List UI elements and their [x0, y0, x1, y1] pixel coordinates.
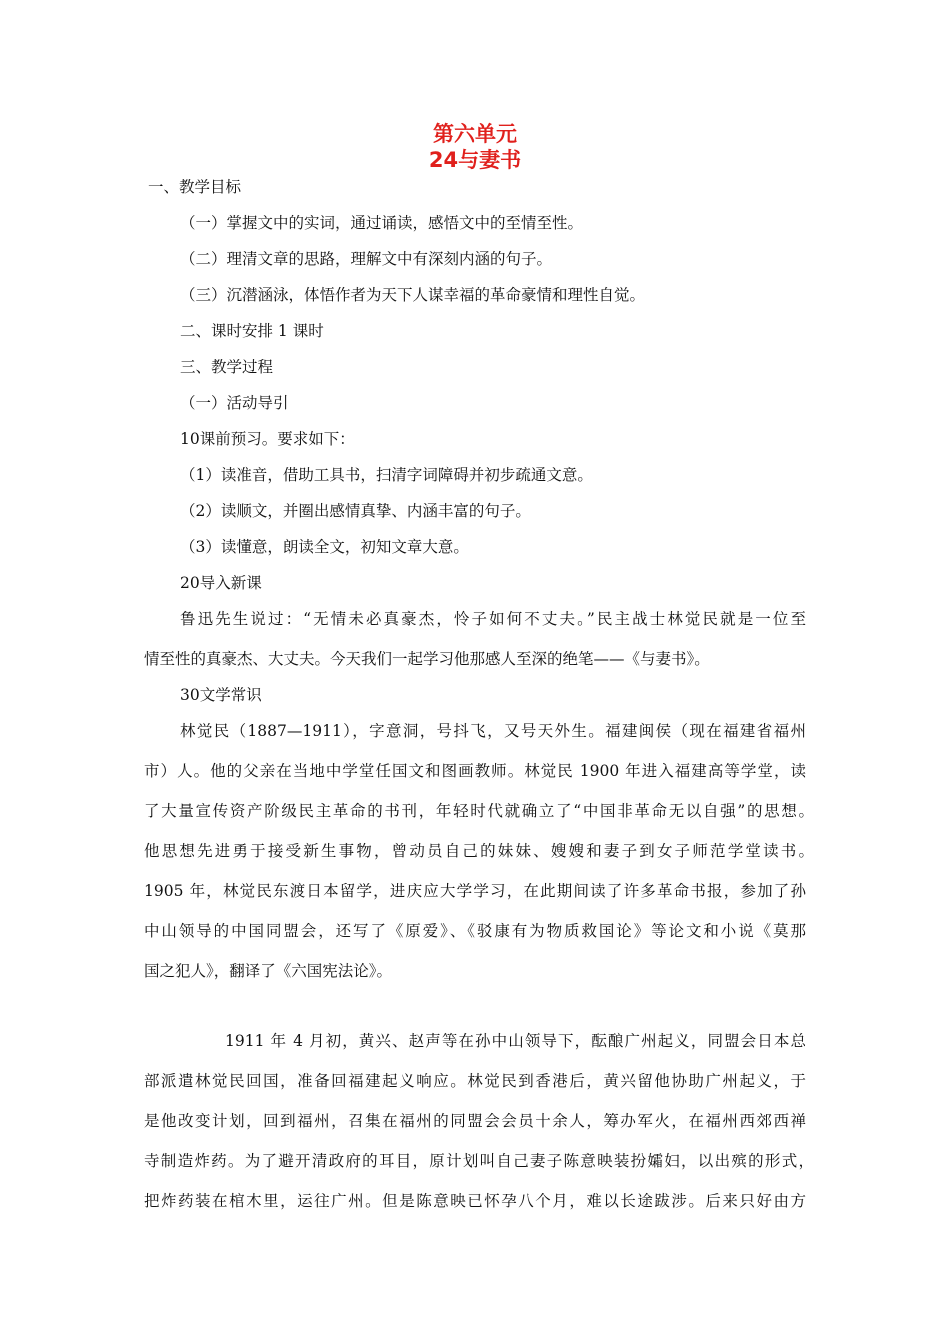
preview-requirement-2: （2）读顺文，并圈出感情真挚、内涵丰富的句子。 [180, 502, 531, 520]
section-heading-objectives: 一、教学目标 [148, 178, 242, 196]
history-paragraph-line: 1911 年 4 月初，黄兴、赵声等在孙中山领导下，酝酿广州起义，同盟会日本总 [225, 1032, 806, 1050]
section-heading-schedule: 二、课时安排 1 课时 [180, 322, 324, 340]
step-introduction: 20导入新课 [180, 574, 262, 592]
biography-line: 林觉民（1887—1911），字意洞，号抖飞，又号天外生。福建闽侯（现在福建省福州 [180, 722, 806, 740]
biography-line: 中山领导的中国同盟会，还写了《原爱》、《驳康有为物质救国论》等论文和小说《莫那 [144, 922, 806, 940]
biography-line: 1905 年，林觉民东渡日本留学，进庆应大学学习，在此期间读了许多革命书报，参加了孙 [144, 882, 806, 900]
history-paragraph-line: 是他改变计划，回到福州，召集在福州的同盟会会员十余人，筹办军火，在福州西郊西禅 [144, 1112, 806, 1130]
step-preview: 10课前预习。要求如下： [180, 430, 355, 448]
history-paragraph-line: 部派遣林觉民回国，准备回福建起义响应。林觉民到香港后，黄兴留他协助广州起义，于 [144, 1072, 806, 1090]
unit-title: 第六单元 [433, 122, 517, 146]
preview-requirement-1: （1）读准音，借助工具书，扫清字词障碍并初步疏通文意。 [180, 466, 593, 484]
intro-paragraph-line: 情至性的真豪杰、大丈夫。今天我们一起学习他那感人至深的绝笔——《与妻书》。 [144, 650, 710, 668]
objective-item-2: （二）理清文章的思路，理解文中有深刻内涵的句子。 [180, 250, 553, 268]
biography-line: 了大量宣传资产阶级民主革命的书刊，年轻时代就确立了“中国非革命无以自强”的思想。 [144, 802, 814, 820]
section-heading-process: 三、教学过程 [180, 358, 274, 376]
objective-item-3: （三）沉潜涵泳，体悟作者为天下人谋幸福的革命豪情和理性自觉。 [180, 286, 646, 304]
history-paragraph-line: 寺制造炸药。为了避开清政府的耳目，原计划叫自己妻子陈意映装扮孀妇，以出殡的形式， [144, 1152, 814, 1170]
subsection-activity-guide: （一）活动导引 [180, 394, 289, 412]
history-paragraph-line: 把炸药装在棺木里，运往广州。但是陈意映已怀孕八个月，难以长途跋涉。后来只好由方 [144, 1192, 806, 1210]
step-literary-knowledge: 30文学常识 [180, 686, 262, 704]
lesson-title: 24与妻书 [428, 148, 522, 172]
biography-line: 国之犯人》，翻译了《六国宪法论》。 [144, 962, 393, 980]
objective-item-1: （一）掌握文中的实词，通过诵读，感悟文中的至情至性。 [180, 214, 584, 232]
biography-line: 他思想先进勇于接受新生事物，曾动员自己的妹妹、嫂嫂和妻子到女子师范学堂读书。 [144, 842, 814, 860]
intro-paragraph-line: 鲁迅先生说过：“无情未必真豪杰，怜子如何不丈夫。”民主战士林觉民就是一位至 [180, 610, 806, 628]
biography-line: 市）人。他的父亲在当地中学堂任国文和图画教师。林觉民 1900 年进入福建高等学堂，读 [144, 762, 806, 780]
preview-requirement-3: （3）读懂意，朗读全文，初知文章大意。 [180, 538, 469, 556]
